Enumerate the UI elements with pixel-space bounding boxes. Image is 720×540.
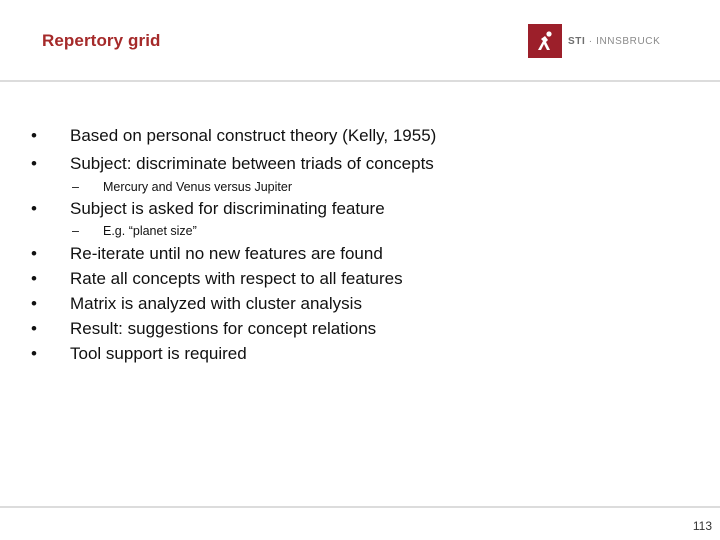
slide-title: Repertory grid xyxy=(42,31,161,50)
bullet-glyph: • xyxy=(31,199,37,218)
sub-bullet-glyph: – xyxy=(72,180,79,194)
page-number: 113 xyxy=(692,519,712,533)
logo-brand: STI xyxy=(568,35,586,47)
sti-innsbruck-logo xyxy=(528,24,660,58)
bullet-text: Matrix is analyzed with cluster analysis xyxy=(70,294,362,313)
logo-separator: · xyxy=(588,35,593,47)
bullet-text: Subject is asked for discriminating feature xyxy=(70,199,385,218)
bullet-text: Tool support is required xyxy=(70,344,247,363)
footer-divider xyxy=(0,506,720,508)
bullet-glyph: • xyxy=(31,244,37,263)
bullet-text: Re-iterate until no new features are found xyxy=(70,244,383,263)
bullet-text: Subject: discriminate between triads of concepts xyxy=(70,154,434,173)
header-divider xyxy=(0,80,720,82)
bullet-glyph: • xyxy=(31,126,37,145)
bullet-glyph: • xyxy=(31,294,37,313)
bullet-text: Based on personal construct theory (Kelly, 1955) xyxy=(70,126,437,145)
sub-bullet-glyph: – xyxy=(72,224,79,238)
bullet-glyph: • xyxy=(31,344,37,363)
sub-bullet-text: E.g. “planet size” xyxy=(103,224,197,238)
sub-bullet-text: Mercury and Venus versus Jupiter xyxy=(103,180,292,194)
logo-mark-icon xyxy=(528,24,562,58)
bullet-glyph: • xyxy=(31,154,37,173)
bullet-glyph: • xyxy=(31,319,37,338)
bullet-text: Rate all concepts with respect to all features xyxy=(70,269,403,288)
bullet-glyph: • xyxy=(31,269,37,288)
logo-city: INNSBRUCK xyxy=(596,35,661,47)
bullet-text: Result: suggestions for concept relations xyxy=(70,319,377,338)
logo-text xyxy=(568,36,660,47)
